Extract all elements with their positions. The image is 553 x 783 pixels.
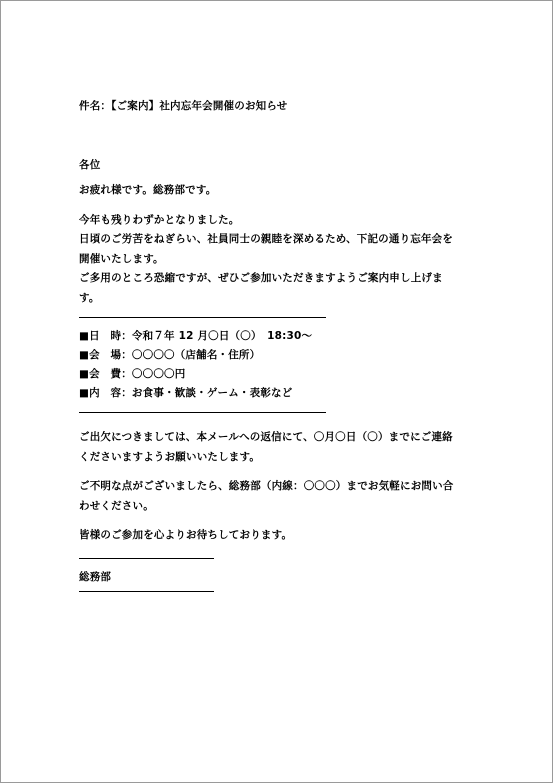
intro-line: ご多用のところ恐縮ですが、ぜひご参加いただきますようご案内申し上げま — [79, 272, 443, 284]
divider-bottom — [79, 412, 326, 413]
divider-top — [79, 317, 326, 318]
signature-divider-top — [79, 558, 214, 559]
detail-content: ■内 容：お食事・歓談・ゲーム・表彰など — [79, 387, 293, 399]
contact-line: わせください。 — [79, 499, 154, 512]
rsvp-paragraph — [79, 428, 499, 467]
salutation: 各位 — [79, 158, 101, 171]
contact-paragraph — [79, 477, 499, 516]
greeting: お疲れ様です。総務部です。 — [79, 184, 217, 196]
intro-line: 今年も残りわずかとなりました。 — [79, 213, 240, 226]
rsvp-line: くださいますようお願いいたします。 — [79, 450, 261, 463]
closing-line: 皆様のご参加を心よりお待ちしております。 — [79, 529, 293, 541]
intro-line: す。 — [79, 291, 100, 304]
email-subject: 件名：【ご案内】社内忘年会開催のお知らせ — [79, 100, 288, 112]
signature: 総務部 — [79, 570, 112, 583]
contact-line: ご不明な点がございましたら、総務部（内線：〇〇〇）までお気軽にお問い合 — [79, 480, 454, 492]
rsvp-line: ご出欠につきましては、本メールへの返信にて、〇月〇日（〇）までにご連絡 — [79, 431, 453, 443]
intro-line: 開催いたします。 — [79, 252, 164, 265]
intro-paragraph — [79, 211, 499, 309]
detail-venue: ■会 場：〇〇〇〇（店舗名・住所） — [79, 349, 261, 361]
email-body — [79, 97, 499, 601]
detail-fee: ■会 費：〇〇〇〇円 — [79, 368, 186, 380]
detail-date: ■日 時：令和７年 12 月〇日（〇） 18:30～ — [79, 330, 313, 342]
signature-divider-bottom — [79, 591, 214, 592]
event-details — [79, 327, 499, 403]
intro-line: 日頃のご労苦をねぎらい、社員同士の親睦を深めるため、下記の通り忘年会を — [79, 233, 454, 245]
